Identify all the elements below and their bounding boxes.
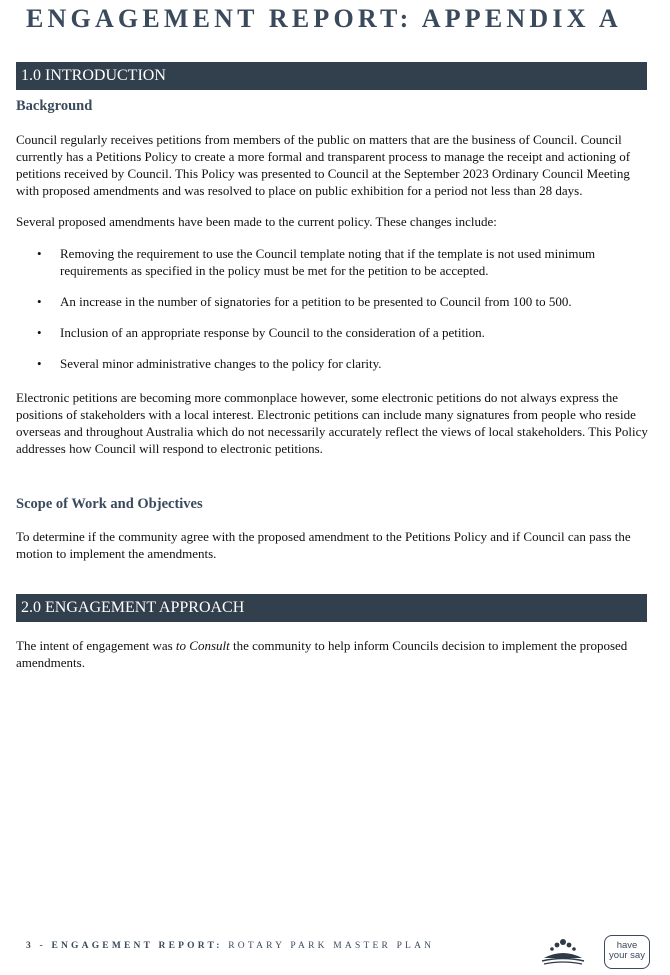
list-item: • Inclusion of an appropriate response by Council to the consideration of a petition.	[37, 325, 485, 340]
list-item: • Removing the requirement to use the Council template noting that if the template is not used minimum requirements as specified in the policy must be met for the petition to be accepted.	[37, 246, 596, 278]
approach-paragraph: The intent of engagement was to Consult the community to help inform Councils decision to implement the proposed amendments.	[16, 638, 628, 670]
bullet-icon: •	[37, 356, 42, 371]
footer-page-label: 3 - ENGAGEMENT REPORT:	[26, 941, 223, 951]
background-paragraph-1: Council regularly receives petitions from members of the public on matters that are the business of Council. Council currently has a Petitions Policy to create a more formal and transparent process to manage the receipt and actioning of petitions received by Council. This Policy was presented to Council at the September 2023 Ordinary Council Meeting with proposed amendments and was resolved to place on public exhibition for a period not less than 28 days.	[16, 132, 631, 198]
scope-paragraph: To determine if the community agree with the proposed amendment to the Petitions Policy and if Council can pass the motion to implement the amendments.	[16, 529, 631, 561]
page-footer	[26, 941, 434, 951]
scope-heading: Scope of Work and Objectives	[16, 496, 203, 512]
council-logo-icon	[536, 934, 590, 970]
background-heading: Background	[16, 98, 93, 114]
have-your-say-logo: have your say	[604, 935, 650, 969]
list-item: • An increase in the number of signatories for a petition to be presented to Council from 100 to 500.	[37, 294, 572, 309]
background-paragraph-3: Electronic petitions are becoming more commonplace however, some electronic petitions do not always express the positions of stakeholders with a local interest. Electronic petitions can include many signatures from people who reside overseas and throughout Australia which do not necessarily accurately reflect the views of local stakeholders. This Policy addresses how Council will respond to electronic petitions.	[16, 390, 648, 456]
background-paragraph-2: Several proposed amendments have been made to the current policy. These changes include:	[16, 214, 497, 229]
page-title: ENGAGEMENT REPORT: APPENDIX A	[26, 4, 622, 33]
section-heading-introduction: 1.0 INTRODUCTION	[16, 62, 647, 90]
amendments-list	[16, 245, 656, 372]
section-heading-engagement-approach: 2.0 ENGAGEMENT APPROACH	[16, 594, 647, 622]
bullet-icon: •	[37, 294, 42, 309]
bullet-icon: •	[37, 246, 42, 261]
bullet-icon: •	[37, 325, 42, 340]
council-logo	[536, 934, 590, 970]
footer-report-title: ROTARY PARK MASTER PLAN	[222, 941, 435, 951]
list-item: • Several minor administrative changes to the policy for clarity.	[37, 356, 382, 371]
